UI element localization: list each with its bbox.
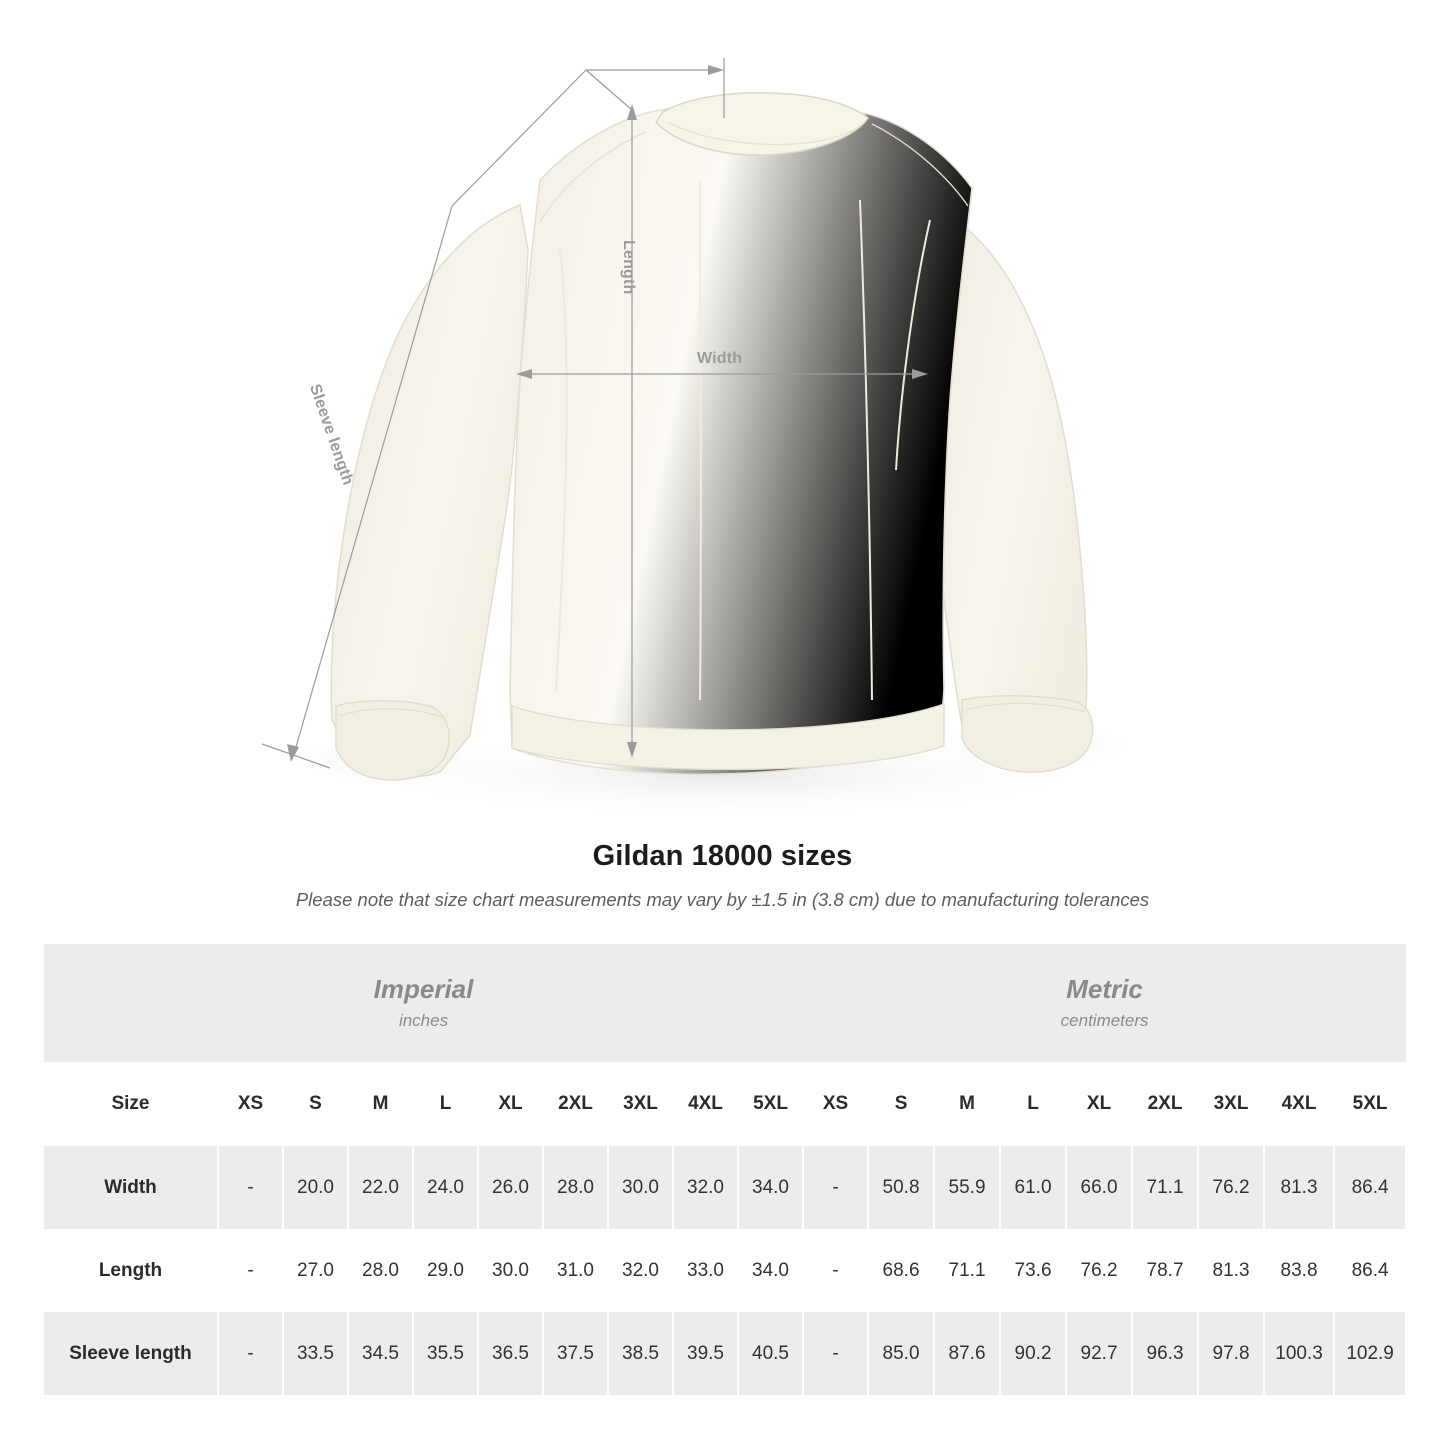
cell-length-metric-m: 71.1 (934, 1229, 1000, 1312)
cell-width-metric-5xl: 86.4 (1334, 1146, 1406, 1229)
cell-length-imperial-xs: - (218, 1229, 283, 1312)
cell-length-metric-xs: - (803, 1229, 868, 1312)
cell-sleeve-metric-3xl: 97.8 (1198, 1312, 1264, 1395)
length-dimension-label: Length (620, 240, 637, 295)
cell-sleeve-imperial-xs: - (218, 1312, 283, 1395)
cell-width-imperial-xs: - (218, 1146, 283, 1229)
size-header-metric-xl: XL (1066, 1062, 1132, 1146)
size-header-metric-xs: XS (803, 1062, 868, 1146)
size-header-row (44, 1062, 1406, 1146)
cell-width-imperial-2xl: 28.0 (543, 1146, 608, 1229)
cell-sleeve-metric-4xl: 100.3 (1264, 1312, 1334, 1395)
cell-width-metric-2xl: 71.1 (1132, 1146, 1198, 1229)
cell-length-metric-xl: 76.2 (1066, 1229, 1132, 1312)
table-row (44, 1229, 1406, 1312)
size-header-metric-m: M (934, 1062, 1000, 1146)
unit-group-imperial-sub: inches (398, 1010, 449, 1030)
cell-width-metric-3xl: 76.2 (1198, 1146, 1264, 1229)
cell-sleeve-metric-s: 85.0 (868, 1312, 934, 1395)
unit-group-metric-name: Metric (1066, 974, 1143, 1005)
title-block (0, 840, 1445, 911)
size-header-imperial-s: S (283, 1062, 348, 1146)
cell-sleeve-metric-l: 90.2 (1000, 1312, 1066, 1395)
table-row (44, 1312, 1406, 1395)
size-header-imperial-4xl: 4XL (673, 1062, 738, 1146)
cell-sleeve-imperial-4xl: 39.5 (673, 1312, 738, 1395)
cell-width-metric-4xl: 81.3 (1264, 1146, 1334, 1229)
cell-sleeve-metric-5xl: 102.9 (1334, 1312, 1406, 1395)
unit-group-imperial-name: Imperial (373, 974, 474, 1005)
cell-length-metric-2xl: 78.7 (1132, 1229, 1198, 1312)
cell-sleeve-imperial-m: 34.5 (348, 1312, 413, 1395)
cell-width-imperial-xl: 26.0 (478, 1146, 543, 1229)
cell-length-imperial-xl: 30.0 (478, 1229, 543, 1312)
cell-width-imperial-s: 20.0 (283, 1146, 348, 1229)
cell-sleeve-imperial-5xl: 40.5 (738, 1312, 803, 1395)
cell-width-imperial-m: 22.0 (348, 1146, 413, 1229)
cell-sleeve-imperial-l: 35.5 (413, 1312, 478, 1395)
width-dimension-label: Width (697, 350, 743, 367)
cell-length-imperial-m: 28.0 (348, 1229, 413, 1312)
page-title: Gildan 18000 sizes (592, 840, 853, 872)
cell-sleeve-imperial-xl: 36.5 (478, 1312, 543, 1395)
cell-length-imperial-l: 29.0 (413, 1229, 478, 1312)
cell-width-metric-xl: 66.0 (1066, 1146, 1132, 1229)
table-row (44, 1146, 1406, 1229)
row-label-sleeve-length: Sleeve length (44, 1312, 218, 1395)
size-header-imperial-l: L (413, 1062, 478, 1146)
measurement-tolerance-note: Please note that size chart measurements may vary by ±1.5 in (3.8 cm) due to manufacturing tolerances (295, 889, 1150, 910)
size-header-metric-3xl: 3XL (1198, 1062, 1264, 1146)
cell-length-metric-l: 73.6 (1000, 1229, 1066, 1312)
row-label-width: Width (44, 1146, 218, 1229)
unit-header-row (44, 944, 1406, 1062)
cell-length-metric-s: 68.6 (868, 1229, 934, 1312)
cell-width-metric-m: 55.9 (934, 1146, 1000, 1229)
cell-width-imperial-l: 24.0 (413, 1146, 478, 1229)
cell-length-imperial-s: 27.0 (283, 1229, 348, 1312)
cell-length-imperial-2xl: 31.0 (543, 1229, 608, 1312)
size-header-metric-s: S (868, 1062, 934, 1146)
cell-sleeve-metric-2xl: 96.3 (1132, 1312, 1198, 1395)
cell-width-metric-xs: - (803, 1146, 868, 1229)
size-header-imperial-3xl: 3XL (608, 1062, 673, 1146)
cell-width-metric-s: 50.8 (868, 1146, 934, 1229)
cell-width-imperial-4xl: 32.0 (673, 1146, 738, 1229)
sleeve-length-dimension-label: Sleeve length (305, 382, 357, 488)
size-header-metric-l: L (1000, 1062, 1066, 1146)
cell-width-imperial-3xl: 30.0 (608, 1146, 673, 1229)
unit-group-metric (803, 944, 1406, 1062)
cell-length-imperial-5xl: 34.0 (738, 1229, 803, 1312)
unit-group-imperial (44, 944, 803, 1062)
size-table (44, 944, 1407, 1395)
size-header-imperial-2xl: 2XL (543, 1062, 608, 1146)
size-table-container (44, 944, 1401, 1395)
cell-width-metric-l: 61.0 (1000, 1146, 1066, 1229)
cell-length-imperial-3xl: 32.0 (608, 1229, 673, 1312)
cell-sleeve-metric-m: 87.6 (934, 1312, 1000, 1395)
size-header-metric-5xl: 5XL (1334, 1062, 1406, 1146)
cell-sleeve-metric-xs: - (803, 1312, 868, 1395)
size-header-imperial-xs: XS (218, 1062, 283, 1146)
size-header-metric-2xl: 2XL (1132, 1062, 1198, 1146)
cell-width-imperial-5xl: 34.0 (738, 1146, 803, 1229)
cell-sleeve-imperial-s: 33.5 (283, 1312, 348, 1395)
cell-sleeve-metric-xl: 92.7 (1066, 1312, 1132, 1395)
cell-length-metric-4xl: 83.8 (1264, 1229, 1334, 1312)
unit-group-metric-sub: centimeters (1060, 1010, 1149, 1030)
cell-length-metric-3xl: 81.3 (1198, 1229, 1264, 1312)
cell-sleeve-imperial-3xl: 38.5 (608, 1312, 673, 1395)
cell-length-imperial-4xl: 33.0 (673, 1229, 738, 1312)
size-header-imperial-m: M (348, 1062, 413, 1146)
row-label-length: Length (44, 1229, 218, 1312)
size-header-metric-4xl: 4XL (1264, 1062, 1334, 1146)
size-header-imperial-xl: XL (478, 1062, 543, 1146)
cell-sleeve-imperial-2xl: 37.5 (543, 1312, 608, 1395)
size-header-label: Size (44, 1062, 218, 1146)
size-header-imperial-5xl: 5XL (738, 1062, 803, 1146)
cell-length-metric-5xl: 86.4 (1334, 1229, 1406, 1312)
